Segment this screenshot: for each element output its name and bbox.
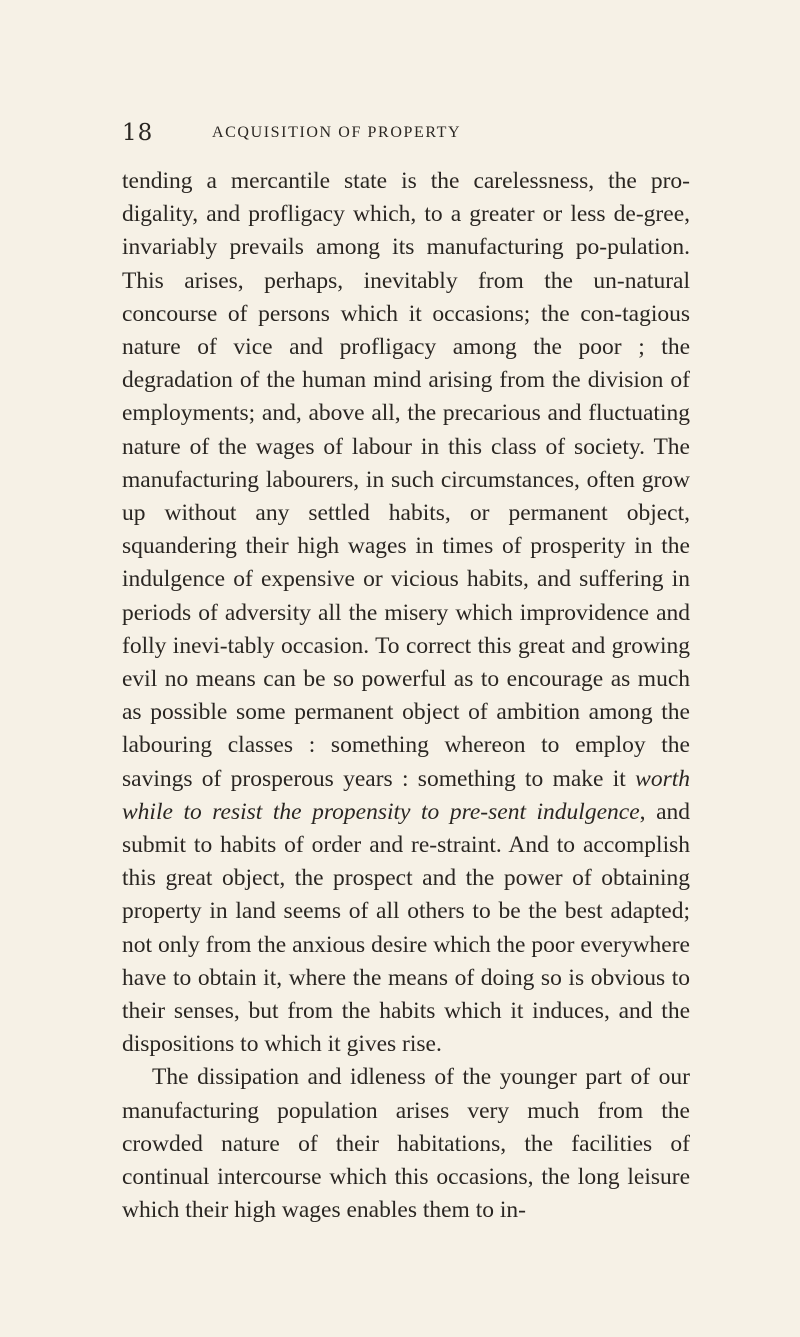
paragraph-1-text: tending a mercantile state is the carelessness, the pro-digality, and profligacy which, to a greater or less de-gree, invariably prevails among its manufacturing po-pulation. This arises, perhaps, inevitably from the un-natural concourse of persons which it occasions; the con-tagious nature of vice and profligacy among the poor ; the degradation of the human mind arising from the division of employments; and, above all, the precarious and fluctuating nature of the wages of labour in this class of society. The manufacturing labourers, in such circumstances, often grow up without any settled habits, or permanent object, squandering their high wages in times of prosperity in the indulgence of expensive or vicious habits, and suffering in periods of adversity all the misery which improvidence and folly inevi-tably occasion. To correct this great and growing evil no means can be so powerful as to encourage as much as possible some permanent object of ambition among the labouring classes : something whereon to employ the savings of prosperous years : something to make it [122, 168, 690, 792]
paragraph-1 [122, 165, 690, 1061]
body-text [122, 165, 690, 1228]
running-title: ACQUISITION OF PROPERTY [212, 124, 462, 141]
paragraph-1-text-continued: , and submit to habits of order and re-straint. And to accomplish this great object, the prospect and the power of obtaining property in land seems of all others to be the best adapted; not only from the anxious desire which the poor everywhere have to obtain it, where the means of doing so is obvious to their senses, but from the habits which it induces, and the dispositions to which it gives rise. [122, 798, 690, 1058]
page-number: 18 [122, 120, 154, 146]
paragraph-1-italic: worth while to resist the propensity to pre-sent indulgence [122, 765, 690, 825]
paragraph-2: The dissipation and idleness of the younger part of our manufacturing population arises very much from the crowded nature of their habitations, the facilities of continual intercourse which this occasions, the long leisure which their high wages enables them to in- [122, 1064, 690, 1224]
running-head [122, 120, 682, 150]
